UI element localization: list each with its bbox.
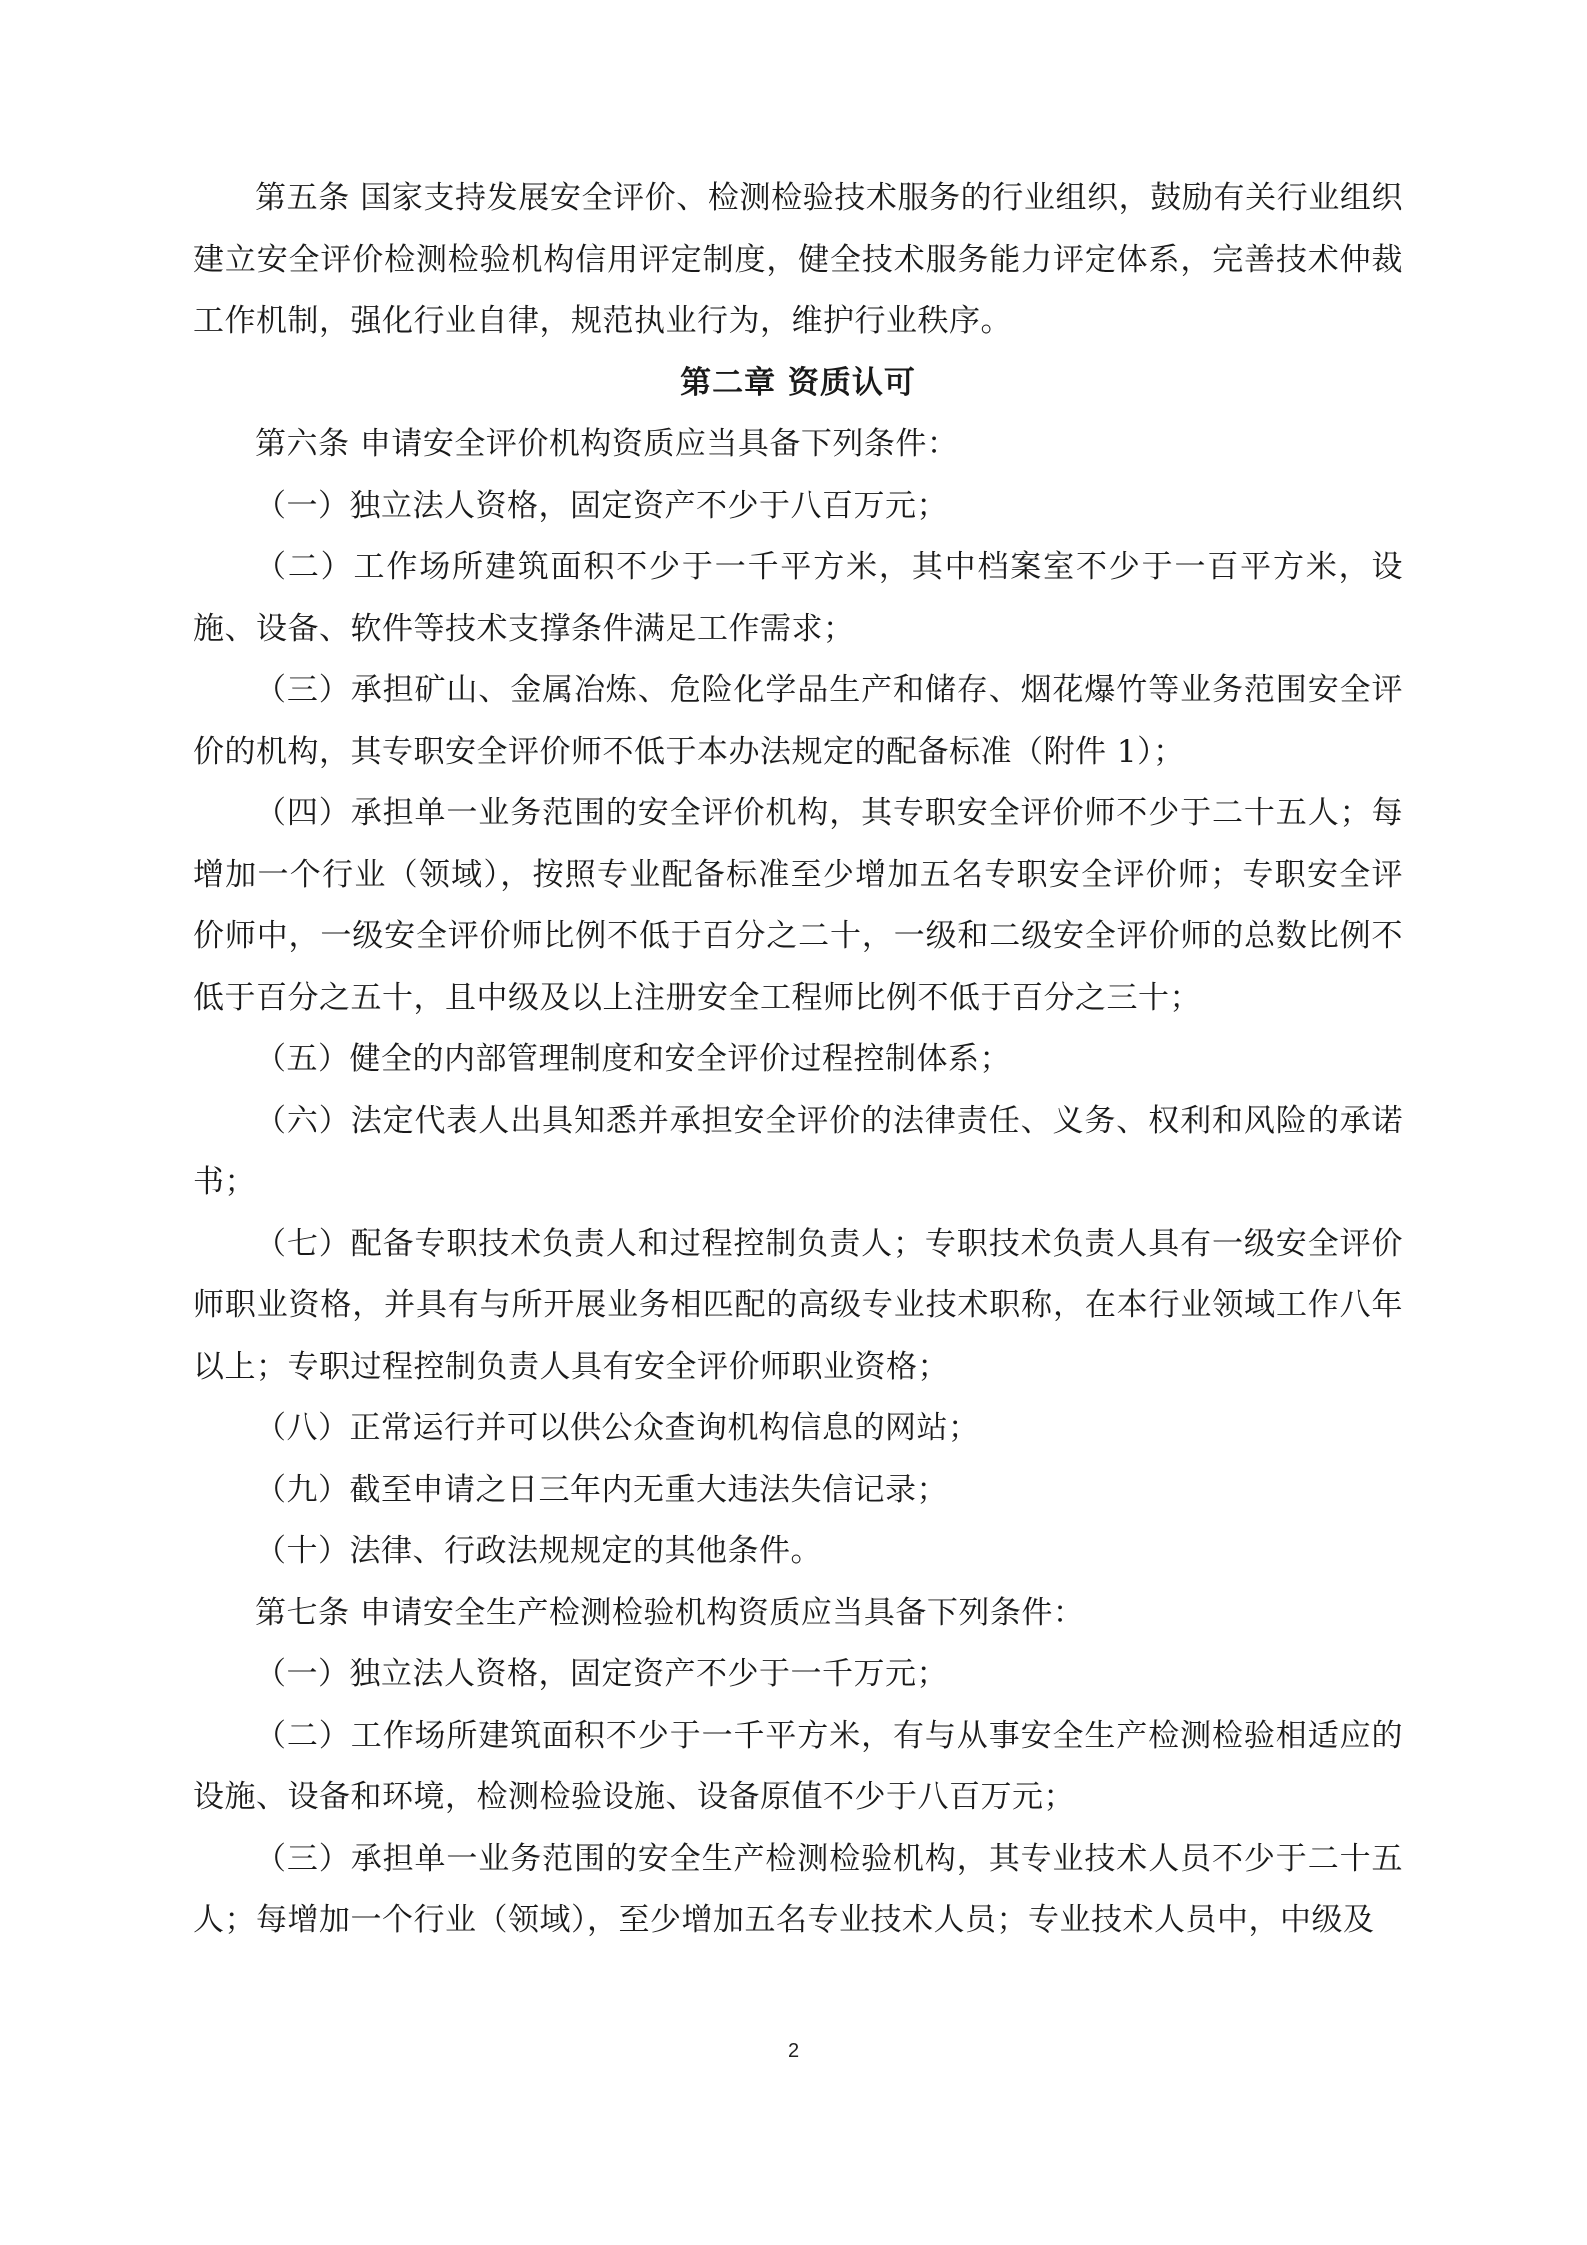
article-6-item-10: （十）法律、行政法规规定的其他条件。 [255, 1533, 822, 1569]
article-6-item-9: （九）截至申请之日三年内无重大违法失信记录； [255, 1471, 948, 1508]
article-7-item-3: （三）承担单一业务范围的安全生产检测检验机构，其专业技术人员不少于二十五人；每增加一个行业（领域），至少增加五名专业技术人员；专业技术人员中，中级及 [193, 1840, 1403, 1938]
article-6-item-8: （八）正常运行并可以供公众查询机构信息的网站； [255, 1410, 980, 1446]
article-5: 第五条 国家支持发展安全评价、检测检验技术服务的行业组织，鼓励有关行业组织建立安全评价检测检验机构信用评定制度，健全技术服务能力评定体系，完善技术仲裁工作机制，强化行业自律，规范执业行为，维护行业秩序。 [193, 180, 1403, 339]
article-6-item-7: （七）配备专职技术负责人和过程控制负责人；专职技术负责人具有一级安全评价师职业资格，并具有与所开展业务相匹配的高级专业技术职称，在本行业领域工作八年以上；专职过程控制负责人具有安全评价师职业资格； [193, 1225, 1403, 1385]
article-6-item-3: （三）承担矿山、金属冶炼、危险化学品生产和储存、烟花爆竹等业务范围安全评价的机构，其专职安全评价师不低于本办法规定的配备标准（附件 1）； [193, 672, 1403, 770]
article-6-item-4: （四）承担单一业务范围的安全评价机构，其专职安全评价师不少于二十五人；每增加一个行业（领域），按照专业配备标准至少增加五名专职安全评价师；专职安全评价师中，一级安全评价师比例不低于百分之二十，一级和二级安全评价师的总数比例不低于百分之五十，且中级及以上注册安全工程师比例不低于百分之三十； [193, 795, 1403, 1016]
article-6-item-6: （六）法定代表人出具知悉并承担安全评价的法律责任、义务、权利和风险的承诺书； [193, 1102, 1403, 1200]
document-body [193, 168, 1403, 1952]
article-7-item-2: （二）工作场所建筑面积不少于一千平方米，有与从事安全生产检测检验相适应的设施、设备和环境，检测检验设施、设备原值不少于八百万元； [193, 1717, 1403, 1815]
article-6-item-1: （一）独立法人资格，固定资产不少于八百万元； [255, 487, 948, 524]
page-number: 2 [787, 2040, 800, 2062]
article-6-item-5: （五）健全的内部管理制度和安全评价过程控制体系； [255, 1041, 1011, 1077]
article-7-item-1: （一）独立法人资格，固定资产不少于一千万元； [255, 1656, 948, 1692]
chapter-heading: 第二章 资质认可 [680, 364, 916, 401]
article-7: 第七条 申请安全生产检测检验机构资质应当具备下列条件： [255, 1594, 1085, 1631]
article-6: 第六条 申请安全评价机构资质应当具备下列条件： [255, 426, 959, 462]
article-6-item-2: （二）工作场所建筑面积不少于一千平方米，其中档案室不少于一百平方米，设施、设备、软件等技术支撑条件满足工作需求； [193, 549, 1403, 647]
